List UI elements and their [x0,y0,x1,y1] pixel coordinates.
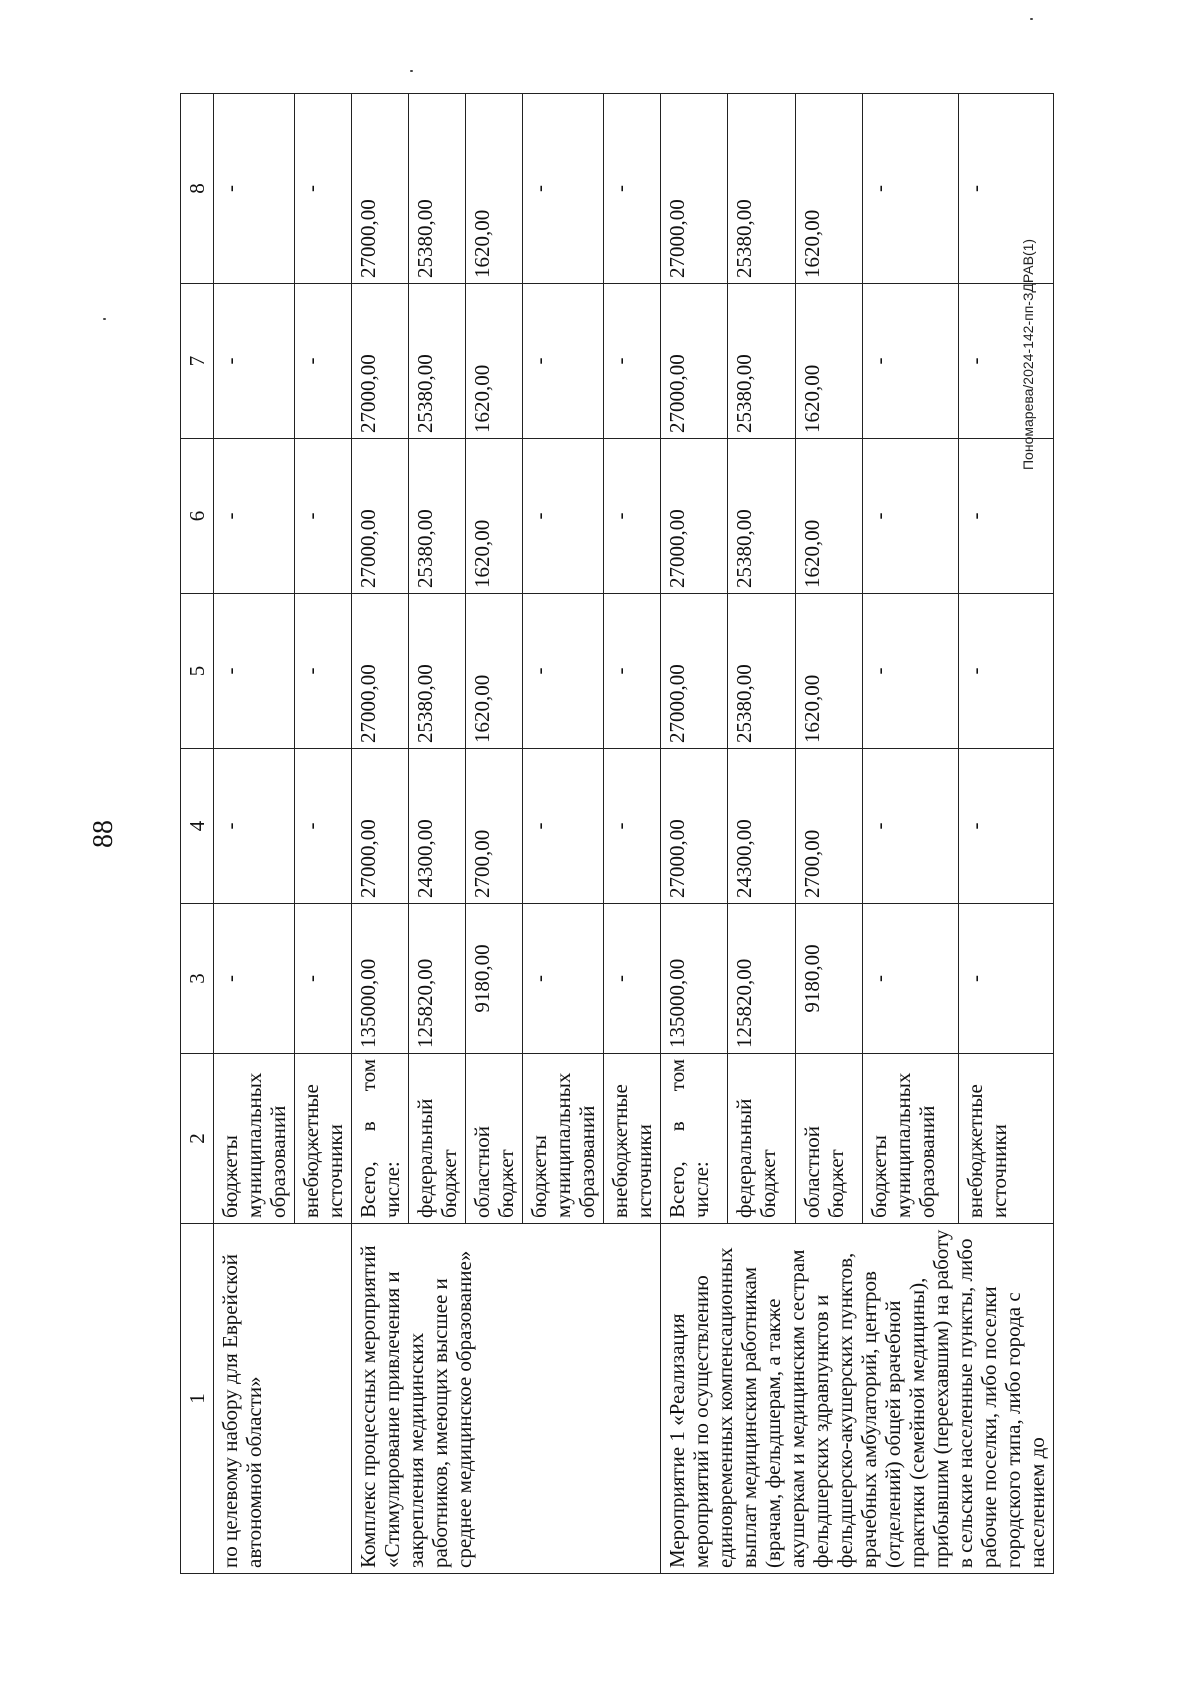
measure-name-cell: по целевому набору для Еврейской автономной области» [214,1224,352,1574]
value-cell: - [863,749,959,904]
document-code: Пономарева/2024-142-пп-ЗДРАВ(1) [1020,238,1036,470]
value-cell: - [604,94,661,284]
total-label-word: том [665,1059,689,1092]
value-cell: 1620,00 [466,594,523,749]
value-cell: 25380,00 [728,439,795,594]
total-label-word: в [665,1121,689,1132]
funding-source-cell: бюджеты муниципальных образований [214,1054,295,1224]
table-row [214,94,295,1574]
total-label-word: Всего, [356,1161,380,1218]
funding-source-cell [352,1054,409,1224]
value-cell: 25380,00 [409,94,466,284]
value-cell: 2700,00 [466,749,523,904]
value-cell: - [604,594,661,749]
funding-source-cell: внебюджетные источники [959,1054,1054,1224]
value-cell: 1620,00 [466,284,523,439]
funding-source-cell: федеральный бюджет [728,1054,795,1224]
value-cell: - [214,749,295,904]
total-label-word: в [356,1121,380,1132]
column-number: 8 [181,94,214,284]
financing-table [180,93,1054,1574]
value-cell: - [604,749,661,904]
value-cell: - [523,749,604,904]
value-cell: 27000,00 [661,284,728,439]
value-cell: 25380,00 [728,594,795,749]
funding-source-cell: внебюджетные источники [295,1054,352,1224]
column-number: 2 [181,1054,214,1224]
value-cell: 25380,00 [728,284,795,439]
value-cell: 9180,00 [795,904,862,1054]
value-cell: 24300,00 [409,749,466,904]
value-cell: 27000,00 [661,94,728,284]
funding-source-cell: бюджеты муниципальных образований [863,1054,959,1224]
column-number: 1 [181,1224,214,1574]
funding-source-cell: внебюджетные источники [604,1054,661,1224]
value-cell: - [295,284,352,439]
column-number: 7 [181,284,214,439]
measure-name-cell: Комплекс процессных мероприятий «Стимулирование привлечения и закрепления медицинских работников, имеющих высшее и среднее медицинское образование» [352,1224,661,1574]
value-cell: 25380,00 [409,284,466,439]
value-cell: 25380,00 [728,94,795,284]
value-cell: 27000,00 [352,594,409,749]
value-cell: - [214,439,295,594]
value-cell: 125820,00 [409,904,466,1054]
value-cell: - [604,439,661,594]
value-cell: - [523,94,604,284]
value-cell: 27000,00 [661,749,728,904]
value-cell: - [863,439,959,594]
value-cell: - [863,904,959,1054]
funding-source-cell: федеральный бюджет [409,1054,466,1224]
funding-source-cell: областной бюджет [795,1054,862,1224]
page-number: 88 [88,820,119,848]
table-row [661,94,728,1574]
value-cell: - [523,439,604,594]
funding-source-cell [661,1054,728,1224]
column-number: 4 [181,749,214,904]
value-cell: - [214,94,295,284]
value-cell: 1620,00 [795,594,862,749]
funding-source-cell: бюджеты муниципальных образований [523,1054,604,1224]
value-cell: 27000,00 [661,439,728,594]
column-number: 6 [181,439,214,594]
value-cell: - [295,439,352,594]
value-cell: - [959,439,1054,594]
value-cell: - [604,904,661,1054]
value-cell: - [959,904,1054,1054]
value-cell: - [295,594,352,749]
value-cell: 24300,00 [728,749,795,904]
total-label-word: том [356,1059,380,1092]
value-cell: 27000,00 [352,439,409,594]
total-label-word: числе: [689,1161,713,1218]
value-cell: 1620,00 [466,94,523,284]
scan-speck [410,70,413,72]
scan-speck [1030,18,1033,20]
total-label-line [356,1059,380,1218]
value-cell: - [295,749,352,904]
value-cell: - [604,284,661,439]
value-cell: - [295,94,352,284]
funding-source-cell: областной бюджет [466,1054,523,1224]
value-cell: - [863,594,959,749]
value-cell: - [959,94,1054,284]
column-number-row [181,94,214,1574]
value-cell: - [863,284,959,439]
value-cell: 27000,00 [352,284,409,439]
value-cell: 135000,00 [661,904,728,1054]
value-cell: - [959,284,1054,439]
value-cell: 1620,00 [795,94,862,284]
total-label-word: числе: [380,1161,404,1218]
value-cell: 1620,00 [795,439,862,594]
value-cell: - [523,904,604,1054]
total-label-word: Всего, [665,1161,689,1218]
value-cell: - [959,749,1054,904]
value-cell: 25380,00 [409,594,466,749]
value-cell: 2700,00 [795,749,862,904]
value-cell: - [214,594,295,749]
value-cell: - [959,594,1054,749]
value-cell: 9180,00 [466,904,523,1054]
value-cell: 1620,00 [466,439,523,594]
value-cell: - [214,284,295,439]
value-cell: 125820,00 [728,904,795,1054]
value-cell: 1620,00 [795,284,862,439]
column-number: 3 [181,904,214,1054]
value-cell: - [214,904,295,1054]
table-row [352,94,409,1574]
value-cell: - [523,594,604,749]
value-cell: 25380,00 [409,439,466,594]
value-cell: 135000,00 [352,904,409,1054]
scan-speck [103,318,106,320]
rotated-table-sheet [180,94,1080,1574]
value-cell: 27000,00 [661,594,728,749]
value-cell: 27000,00 [352,94,409,284]
value-cell: 27000,00 [352,749,409,904]
column-number: 5 [181,594,214,749]
total-label-line [665,1059,689,1218]
value-cell: - [523,284,604,439]
value-cell: - [863,94,959,284]
measure-name-cell: Мероприятие 1 «Реализация мероприятий по осуществлению единовременных компенсационных выплат медицинским работникам (врачам, фельдшерам, а также акушеркам и медицинским сестрам фельдшерских здравпунктов и фельдшерско-акушерских пунктов, врачебных амбулаторий, центров (отделений) общей врачебной практики (семейной медицины), прибывшим (переехавшим) на работу в сельские населенные пункты, либо рабочие поселки, либо поселки городского типа, либо города с населением до [661,1224,1054,1574]
value-cell: - [295,904,352,1054]
